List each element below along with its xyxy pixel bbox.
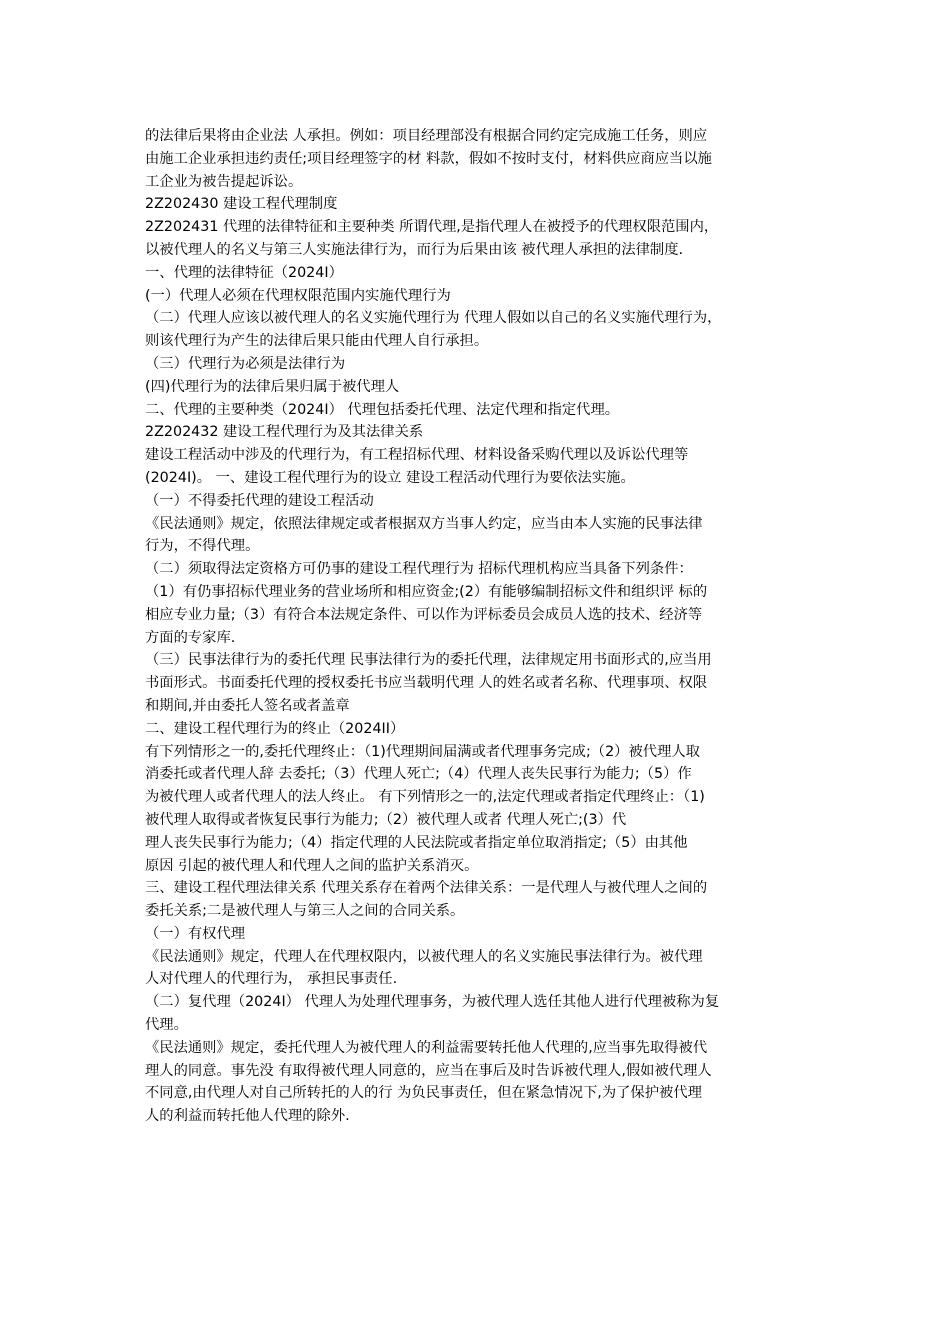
item-heading: 二、代理的主要种类（2024I） 代理包括委托代理、法定代理和指定代理。 xyxy=(145,401,620,418)
section-heading: 2Z202430 建设工程代理制度 xyxy=(145,196,338,213)
text-line: （1）有仍事招标代理业务的营业场所和相应资金;(2）有能够编制招标文件和组织评 标的 xyxy=(145,583,708,600)
subsection-heading: 2Z202432 建设工程代理行为及其法律关系 xyxy=(145,424,424,441)
text-line: 由施工企业承担违约责任;项目经理签字的材 料款，假如不按时支付，材料供应商应当以施 xyxy=(145,150,712,167)
text-line: 则该代理行为产生的法律后果只能由代理人自行承担。 xyxy=(145,333,489,350)
text-line: 《民法通则》规定，代理人在代理权限内，以被代理人的名义实施民事法律行为。被代理 xyxy=(145,948,703,965)
text-line: （二）复代理（2024I） 代理人为处理代理事务，为被代理人选任其他人进行代理被称为复 xyxy=(145,994,720,1011)
text-line: 不同意,由代理人对自己所转托的人的行 为负民事责任，但在紧急情况下,为了保护被代理 xyxy=(145,1085,702,1102)
text-line: （二）须取得法定资格方可仍事的建设工程代理行为 招标代理机构应当具备下列条件： xyxy=(145,561,693,578)
text-line: 理人的同意。事先没 有取得被代理人同意的，应当在事后及时告诉被代理人,假如被代理人 xyxy=(145,1062,712,1079)
text-line: 工企业为被告提起诉讼。 xyxy=(145,173,303,190)
text-line: 行为，不得代理。 xyxy=(145,538,260,555)
text-line: 委托关系;二是被代理人与第三人之间的合同关系。 xyxy=(145,903,465,920)
text-line: 《民法通则》规定，委托代理人为被代理人的利益需要转托他人代理的,应当事先取得被代 xyxy=(145,1039,708,1056)
subsection-heading: 2Z202431 代理的法律特征和主要种类 所谓代理,是指代理人在被授予的代理权限范围内， xyxy=(145,219,719,236)
text-line: 书面形式。书面委托代理的授权委托书应当载明代理 人的姓名或者名称、代理事项、权限 xyxy=(145,675,708,692)
text-line: 被代理人取得或者恢复民事行为能力;（2）被代理人或者 代理人死亡;(3）代 xyxy=(145,811,627,828)
text-line: (四)代理行为的法律后果归属于被代理人 xyxy=(145,378,400,395)
text-line: 原因 引起的被代理人和代理人之间的监护关系消灭。 xyxy=(145,857,479,874)
text-line: 有下列情形之一的,委托代理终止：（1)代理期间届满或者代理事务完成;（2）被代理人取 xyxy=(145,743,700,760)
text-line: 消委托或者代理人辞 去委托;（3）代理人死亡;（4）代理人丧失民事行为能力;（5）作 xyxy=(145,766,692,783)
text-line: （一）不得委托代理的建设工程活动 xyxy=(145,492,374,509)
item-heading: 三、建设工程代理法律关系 代理关系存在着两个法律关系：一是代理人与被代理人之间的 xyxy=(145,880,708,897)
text-line: 建设工程活动中涉及的代理行为，有工程招标代理、材料设备采购代理以及诉讼代理等 xyxy=(145,447,689,464)
text-line: 和期间,并由委托人签名或者盖章 xyxy=(145,697,350,714)
text-line: 《民法通则》规定，依照法律规定或者根据双方当事人约定，应当由本人实施的民事法律 xyxy=(145,515,703,532)
text-line: 理人丧失民事行为能力;（4）指定代理的人民法院或者指定单位取消指定;（5）由其他 xyxy=(145,834,688,851)
text-line: （一）有权代理 xyxy=(145,925,246,942)
text-line: 人对代理人的代理行为， 承担民事责任. xyxy=(145,971,398,988)
text-line: 以被代理人的名义与第三人实施法律行为，而行为后果由该 被代理人承担的法律制度. xyxy=(145,241,684,258)
item-heading: 一、代理的法律特征（2024I） xyxy=(145,264,343,281)
document-page xyxy=(145,125,815,1128)
text-line: （二）代理人应该以被代理人的名义实施代理行为 代理人假如以自己的名义实施代理行为， xyxy=(145,310,722,327)
text-line: 相应专业力量;（3）有符合本法规定条件、可以作为评标委员会成员人选的技术、经济等 xyxy=(145,606,703,623)
text-line: （三）代理行为必须是法律行为 xyxy=(145,355,346,372)
text-line: 为被代理人或者代理人的法人终止。 有下列情形之一的,法定代理或者指定代理终止：（1) xyxy=(145,789,705,806)
text-line: (2024I)。 一、建设工程代理行为的设立 建设工程活动代理行为要依法实施。 xyxy=(145,469,635,486)
text-line: 代理。 xyxy=(145,1017,188,1034)
item-heading: 二、建设工程代理行为的终止（2024II） xyxy=(145,720,405,737)
text-line: 人的利益而转托他人代理的除外. xyxy=(145,1108,350,1125)
text-line: 方面的专家库. xyxy=(145,629,236,646)
text-line: （三）民事法律行为的委托代理 民事法律行为的委托代理，法律规定用书面形式的,应当用 xyxy=(145,652,712,669)
text-line: 的法律后果将由企业法 人承担。例如：项目经理部没有根据合同约定完成施工任务，则应 xyxy=(145,128,708,144)
text-line: (一）代理人必须在代理权限范围内实施代理行为 xyxy=(145,287,451,304)
